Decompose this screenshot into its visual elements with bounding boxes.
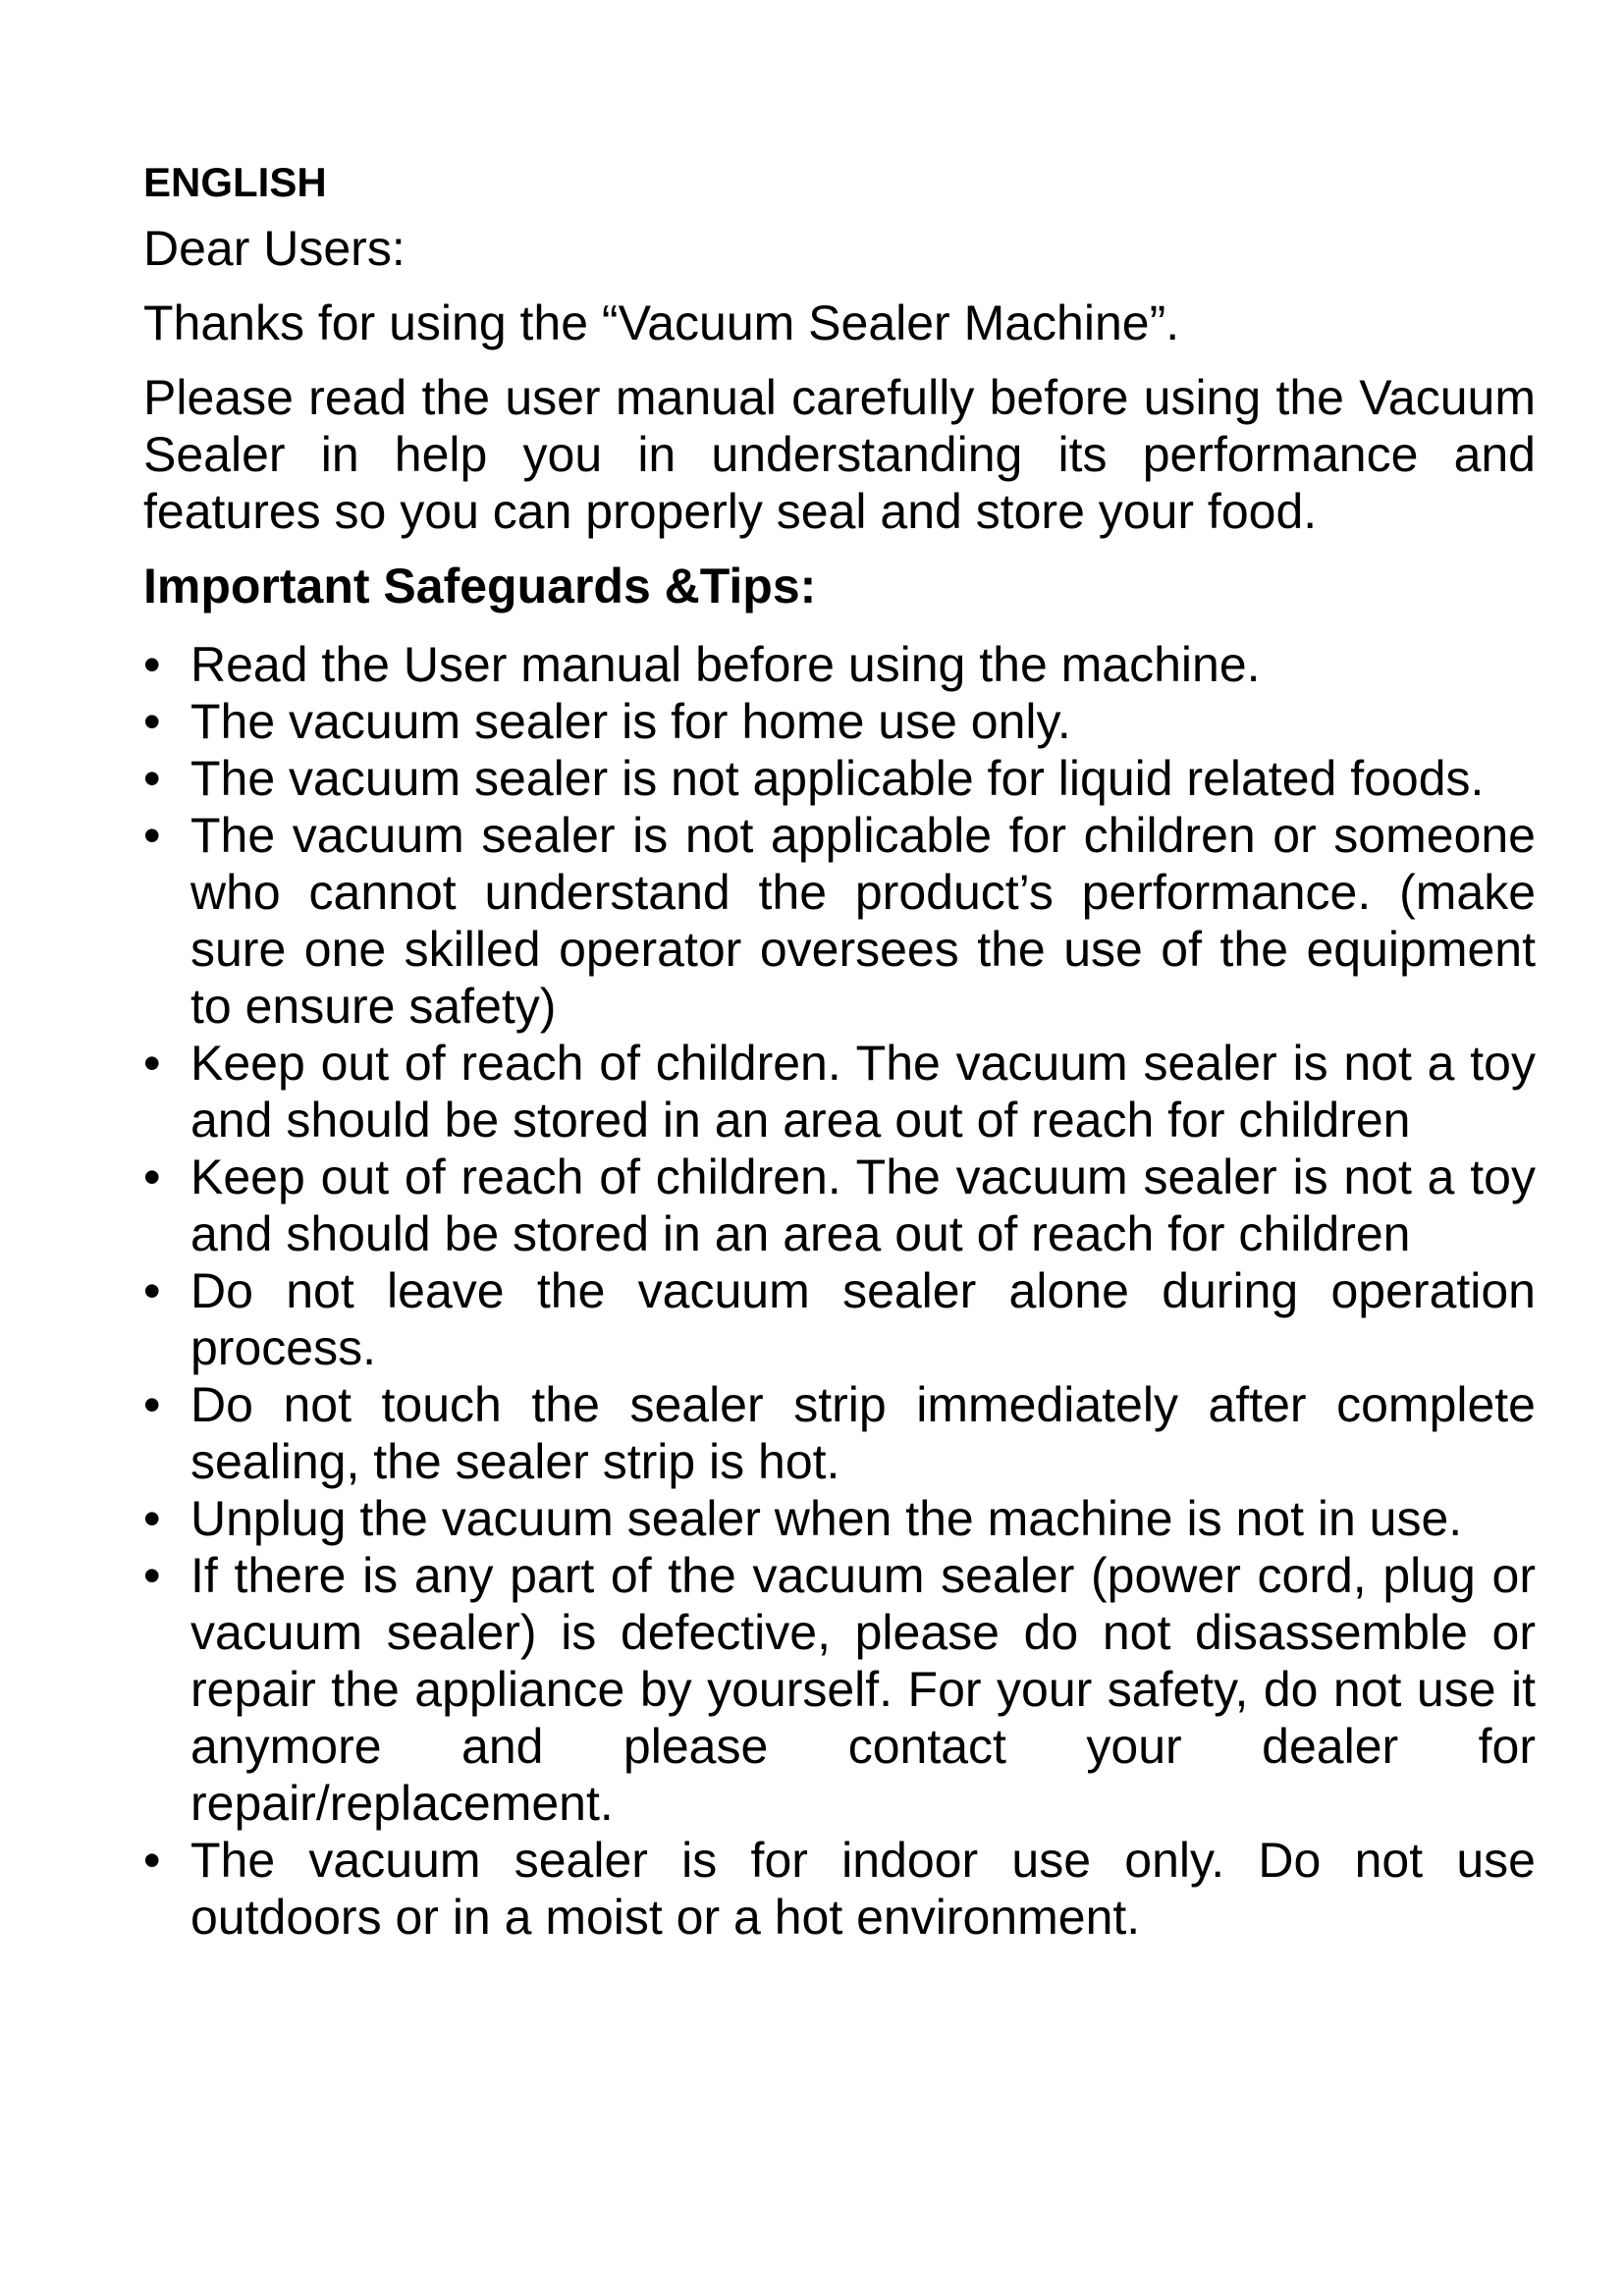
- tip-text: The vacuum sealer is not applicable for children or someone who cannot understand the product’s performance. (make sure one skilled operator oversees the use of the equipment to ensure safety): [190, 808, 1536, 1034]
- safeguards-list: [143, 636, 1536, 1946]
- list-item: [143, 1262, 1536, 1376]
- list-item: [143, 1490, 1536, 1547]
- tip-text: The vacuum sealer is for indoor use only. Do not use outdoors or in a moist or a hot environment.: [190, 1833, 1536, 1945]
- bullet-icon: •: [143, 637, 161, 692]
- list-item: [143, 807, 1536, 1035]
- tip-text: Read the User manual before using the machine.: [190, 637, 1261, 692]
- bullet-icon: •: [143, 694, 161, 749]
- intro-paragraph: Please read the user manual carefully before using the Vacuum Sealer in help you in understanding its performance and features so you can properly seal and store your food.: [143, 370, 1536, 539]
- greeting: Dear Users:: [143, 221, 406, 276]
- tip-text: The vacuum sealer is not applicable for liquid related foods.: [190, 751, 1485, 806]
- list-item: [143, 1547, 1536, 1832]
- bullet-icon: •: [143, 1149, 161, 1204]
- bullet-icon: •: [143, 1833, 161, 1888]
- tip-text: If there is any part of the vacuum sealer (power cord, plug or vacuum sealer) is defective, please do not disassemble or repair the appliance by yourself. For your safety, do not use it anymore and please contact your dealer for repair/replacement.: [190, 1548, 1536, 1831]
- list-item: [143, 1035, 1536, 1148]
- bullet-icon: •: [143, 1548, 161, 1603]
- thanks-line: Thanks for using the “Vacuum Sealer Machine”.: [143, 295, 1180, 350]
- list-item: [143, 1148, 1536, 1262]
- tip-text: Unplug the vacuum sealer when the machine is not in use.: [190, 1491, 1463, 1546]
- list-item: [143, 1376, 1536, 1490]
- safeguards-heading: Important Safeguards &Tips:: [143, 559, 817, 614]
- tip-text: Keep out of reach of children. The vacuum sealer is not a toy and should be stored in an area out of reach for children: [190, 1149, 1536, 1261]
- bullet-icon: •: [143, 1377, 161, 1432]
- bullet-icon: •: [143, 1491, 161, 1546]
- bullet-icon: •: [143, 1036, 161, 1091]
- bullet-icon: •: [143, 808, 161, 863]
- list-item: [143, 693, 1536, 750]
- list-item: [143, 750, 1536, 807]
- bullet-icon: •: [143, 1263, 161, 1318]
- manual-page: [143, 157, 1536, 1946]
- language-label: ENGLISH: [143, 159, 327, 205]
- bullet-icon: •: [143, 751, 161, 806]
- tip-text: Do not leave the vacuum sealer alone during operation process.: [190, 1263, 1536, 1375]
- list-item: [143, 636, 1536, 693]
- list-item: [143, 1832, 1536, 1946]
- tip-text: The vacuum sealer is for home use only.: [190, 694, 1071, 749]
- tip-text: Keep out of reach of children. The vacuum sealer is not a toy and should be stored in an area out of reach for children: [190, 1036, 1536, 1148]
- tip-text: Do not touch the sealer strip immediately after complete sealing, the sealer strip is hot.: [190, 1377, 1536, 1489]
